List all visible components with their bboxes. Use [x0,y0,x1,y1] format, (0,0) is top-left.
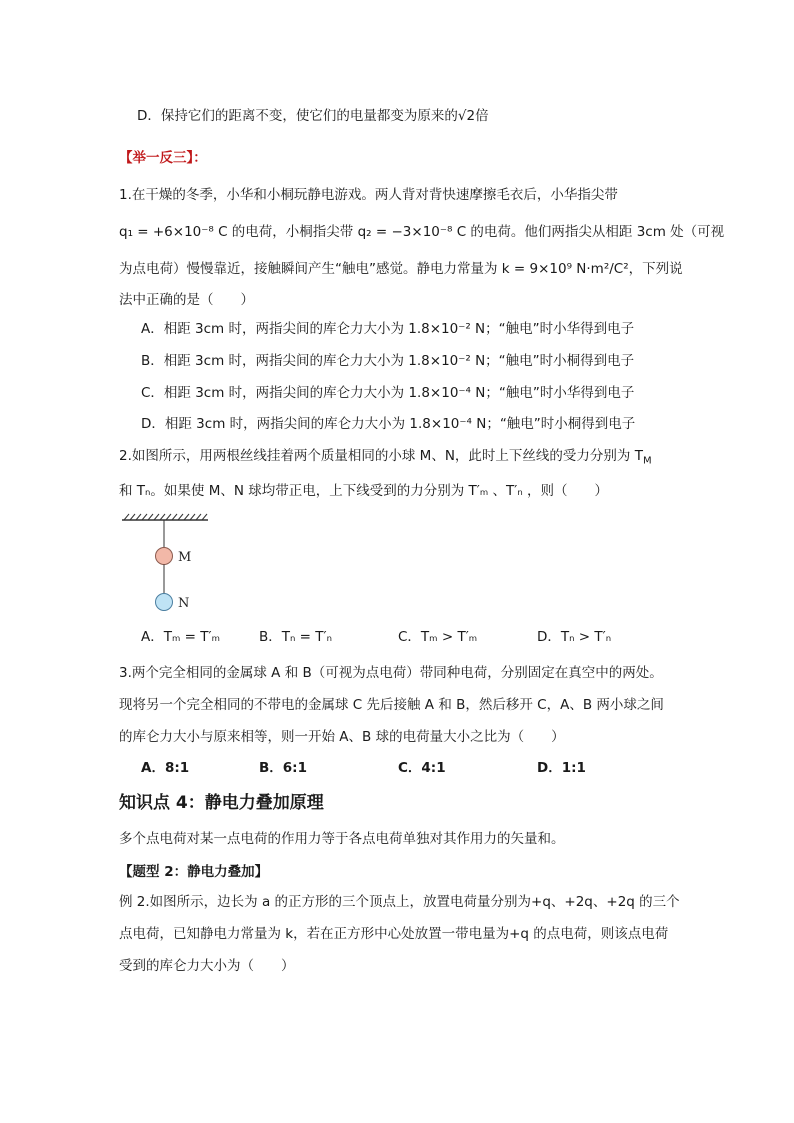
q2-line1-sub: M [642,455,652,467]
q2-line2: 和 Tₙ。如果使 M、N 球均带正电，上下线受到的力分别为 T′ₘ 、T′ₙ ，则（ ） [119,483,609,499]
label-n: N [178,596,190,611]
item-d-top: D．保持它们的距离不变，使它们的电量都变为原来的√2倍 [137,108,489,124]
q1-line2: q₁ = +6×10⁻⁸ C 的电荷，小桐指尖带 q₂ = −3×10⁻⁸ C 的电荷。他们两指尖从相距 3cm 处（可视 [119,224,725,240]
q3-line3: 的库仑力大小与原来相等，则一开始 A、B 球的电荷量大小之比为（ ） [119,729,565,745]
type2-line1: 例 2.如图所示，边长为 a 的正方形的三个顶点上，放置电荷量分别为+q、+2q、+2q 的三个 [119,894,680,910]
q1-line1: 1.在干燥的冬季，小华和小桐玩静电游戏。两人背对背快速摩擦毛衣后，小华指尖带 [119,187,618,203]
q3-line2: 现将另一个完全相同的不带电的金属球 C 先后接触 A 和 B，然后移开 C，A、B 两小球之间 [119,697,664,713]
q1-line3: 为点电荷）慢慢靠近，接触瞬间产生“触电”感觉。静电力常量为 k = 9×10⁹ N·m²/C²，下列说 [119,261,683,277]
ball-n [156,594,173,611]
q3-option-a: A．8:1 [141,760,190,776]
q1-option-a: A．相距 3cm 时，两指尖间的库仑力大小为 1.8×10⁻² N；“触电”时小华得到电子 [141,321,635,337]
q2-line1 [119,446,652,472]
q1-option-b: B．相距 3cm 时，两指尖间的库仑力大小为 1.8×10⁻² N；“触电”时小桐得到电子 [141,353,635,369]
pendulum-figure [118,512,238,622]
q3-option-c: C．4:1 [398,760,446,776]
q2-option-b: B．Tₙ = T′ₙ [259,629,332,645]
ceiling-hatch [124,514,207,520]
type2-line2: 点电荷，已知静电力常量为 k，若在正方形中心处放置一带电量为+q 的点电荷，则该点电荷 [119,926,669,942]
q3-line1: 3.两个完全相同的金属球 A 和 B（可视为点电荷）带同种电荷，分别固定在真空中的两处。 [119,665,663,681]
q3-option-d: D．1:1 [537,760,586,776]
q3-option-b: B．6:1 [259,760,307,776]
type2-line3: 受到的库仑力大小为（ ） [119,958,295,974]
q2-line1-text: 2.如图所示，用两根丝线挂着两个质量相同的小球 M、N，此时上下丝线的受力分别为 T [119,448,643,464]
kp4-title: 知识点 4：静电力叠加原理 [119,793,324,813]
q1-option-c: C．相距 3cm 时，两指尖间的库仑力大小为 1.8×10⁻⁴ N；“触电”时小华得到电子 [141,385,635,401]
section-title: 【举一反三】： [119,150,207,166]
q2-option-a: A．Tₘ = T′ₘ [141,629,221,645]
pendulum-svg [118,512,238,622]
q2-option-c: C．Tₘ > T′ₘ [398,629,478,645]
q2-option-d: D．Tₙ > T′ₙ [537,629,612,645]
ball-m [156,548,173,565]
q1-option-d: D．相距 3cm 时，两指尖间的库仑力大小为 1.8×10⁻⁴ N；“触电”时小桐得到电子 [141,416,636,432]
label-m: M [178,550,192,565]
type2-title: 【题型 2：静电力叠加】 [119,864,269,880]
kp4-text: 多个点电荷对某一点电荷的作用力等于各点电荷单独对其作用力的矢量和。 [119,831,565,847]
q1-line4: 法中正确的是（ ） [119,292,254,308]
